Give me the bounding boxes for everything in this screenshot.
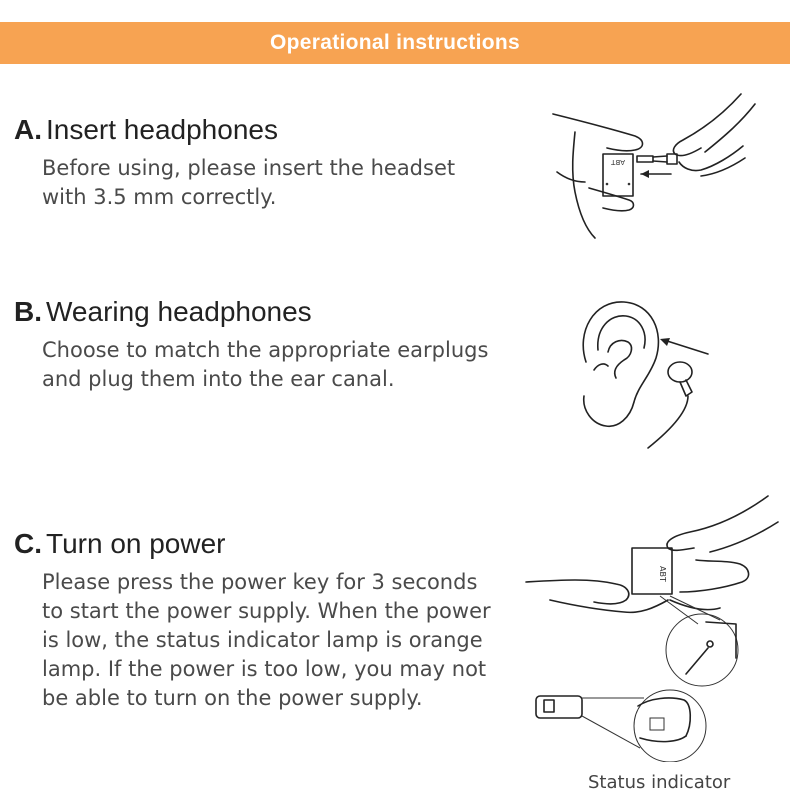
section-title: Insert headphones [46,114,278,145]
header-banner [0,22,790,64]
body-line: to start the power supply. When the power [42,599,491,623]
body-line: Before using, please insert the headset [42,156,456,180]
section-insert-headphones [14,114,456,209]
section-turn-on-power [14,528,491,710]
hands-inserting-plug-icon [545,92,775,242]
section-body [42,336,488,394]
page-title: Operational instructions [270,31,520,54]
device-label: ABT [611,158,625,166]
section-title: Turn on power [46,528,226,559]
section-heading [14,528,226,560]
body-line: and plug them into the ear canal. [42,367,395,391]
section-body [42,568,491,713]
section-body [42,154,455,212]
section-wearing-headphones [14,296,489,391]
body-line: Choose to match the appropriate earplugs [42,338,489,362]
body-line: Please press the power key for 3 seconds [42,570,478,594]
section-title: Wearing headphones [46,296,312,327]
body-line: is low, the status indicator lamp is orange [42,628,483,652]
body-line: lamp. If the power is too low, you may not [42,657,487,681]
device-label: ABT [658,566,667,582]
section-letter: C. [14,528,42,559]
hand-pressing-power-icon [520,492,790,762]
body-line: be able to turn on the power supply. [42,686,423,710]
ear-earplug-icon [568,292,728,452]
status-indicator-caption: Status indicator [588,772,731,793]
section-heading [14,296,312,328]
section-heading [14,114,278,146]
section-letter: B. [14,296,42,327]
section-letter: A. [14,114,42,145]
body-line: with 3.5 mm correctly. [42,185,277,209]
